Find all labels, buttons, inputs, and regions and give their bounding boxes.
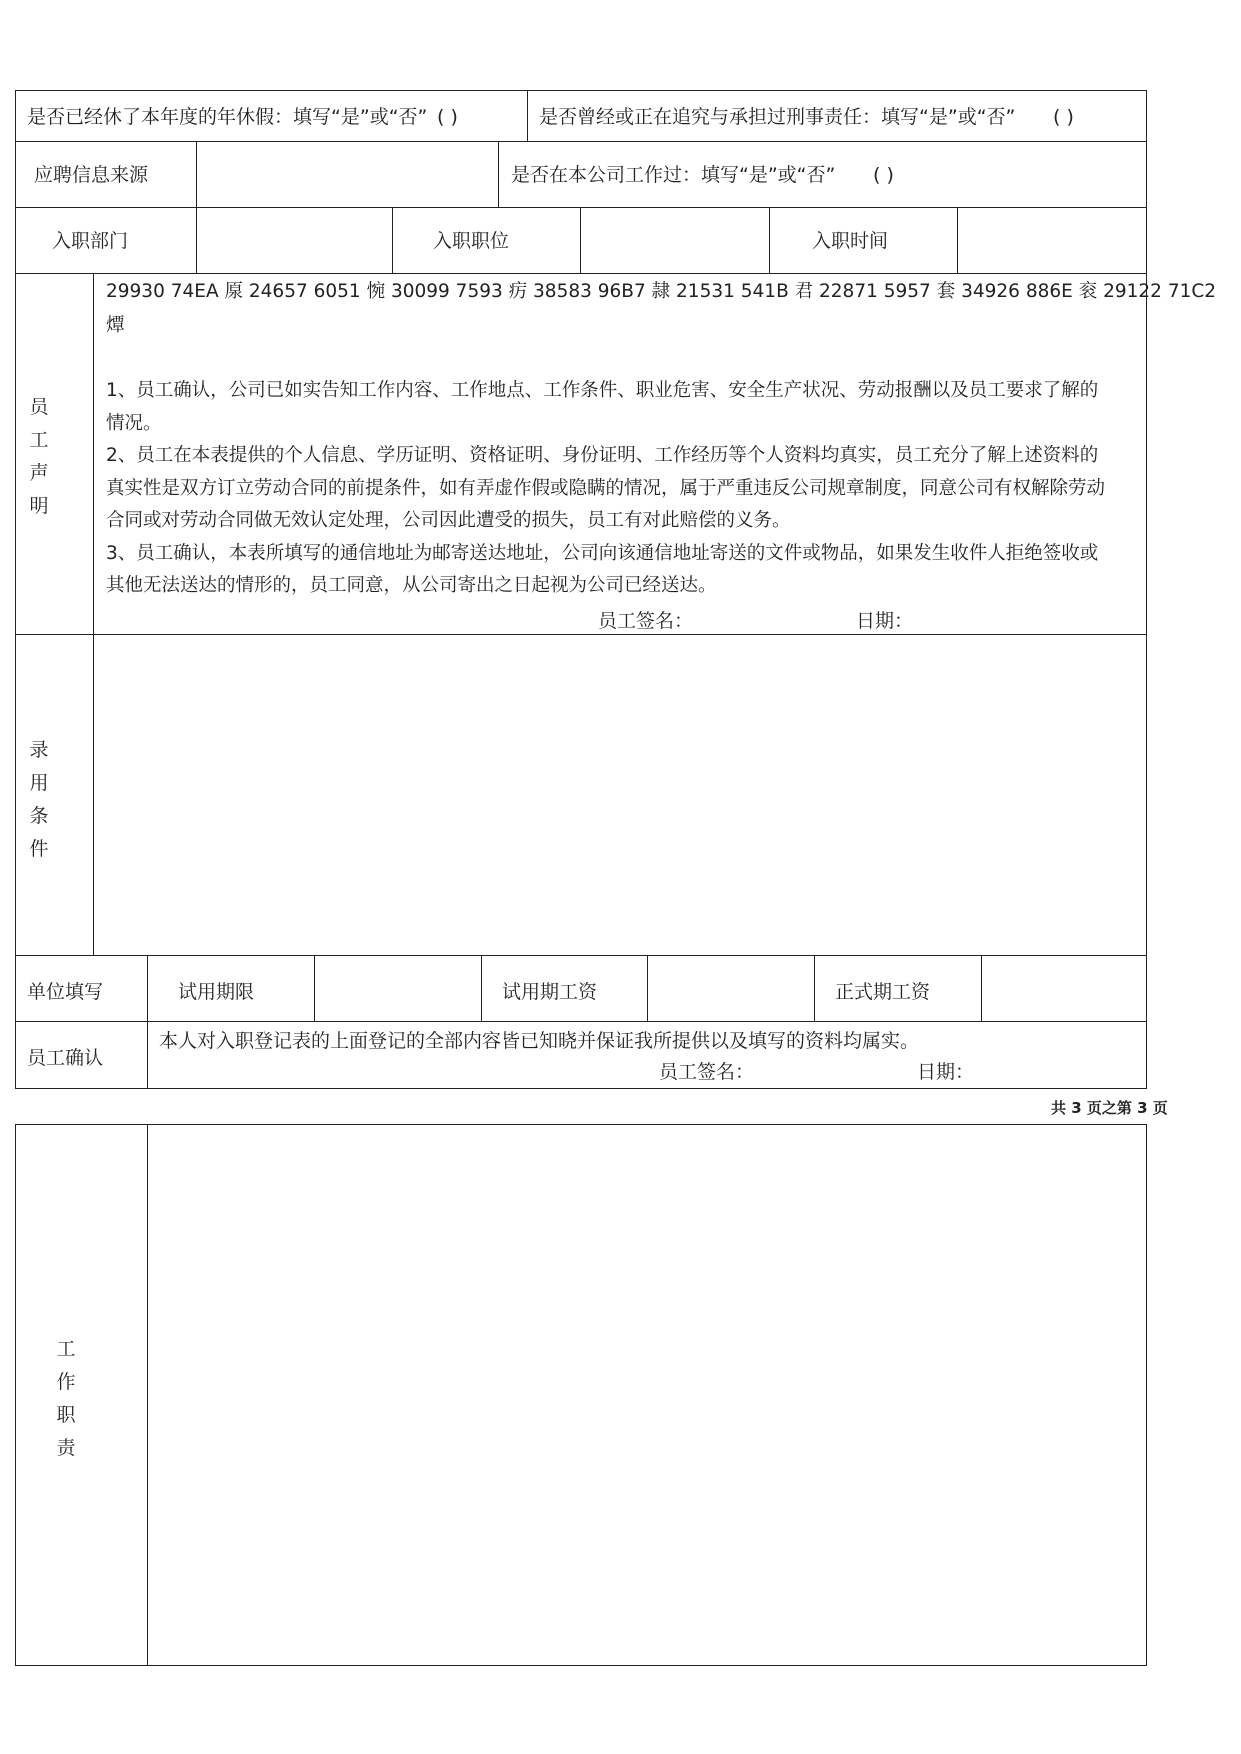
row-divider bbox=[15, 207, 1147, 208]
declaration-item-2: 2、员工在本表提供的个人信息、学历证明、资格证明、身份证明、工作经历等个人资料均真实，员工充分了解上述资料的真实性是双方订立劳动合同的前提条件，如有弄虚作假或隐瞒的情况，属于严重违反公司规章制度，同意公司有权解除劳动合同或对劳动合同做无效认定处理，公司因此遭受的损失，员工有对此赔偿的义务。 bbox=[106, 445, 1106, 531]
col-divider bbox=[981, 955, 982, 1021]
col-divider bbox=[580, 207, 581, 273]
worked-before-question: 是否在本公司工作过：填写“是”或“否” bbox=[511, 164, 836, 186]
hiring-conditions-label: 录用条件 bbox=[29, 739, 49, 860]
declaration-signature-label: 员工签名： bbox=[598, 610, 694, 632]
declaration-code-line-2: 燂 bbox=[106, 315, 125, 336]
entry-position-field[interactable] bbox=[582, 209, 767, 271]
application-source-field[interactable] bbox=[198, 143, 496, 205]
col-divider bbox=[147, 955, 148, 1089]
row-divider bbox=[15, 273, 1147, 274]
annual-leave-answer-field[interactable]: ( ) bbox=[437, 106, 458, 128]
probation-salary-label: 试用期工资 bbox=[502, 981, 598, 1003]
entry-time-label: 入职时间 bbox=[812, 230, 889, 252]
application-source-label: 应聘信息来源 bbox=[34, 164, 149, 186]
hiring-conditions-field[interactable] bbox=[95, 636, 1145, 953]
criminal-record-answer-field[interactable]: ( ) bbox=[1053, 106, 1074, 128]
employee-confirm-label: 员工确认 bbox=[27, 1047, 104, 1069]
declaration-date-label: 日期： bbox=[856, 610, 914, 632]
page-indicator: 共 3 页之第 3 页 bbox=[1051, 1099, 1168, 1117]
col-divider bbox=[314, 955, 315, 1021]
confirm-date-label: 日期： bbox=[917, 1061, 975, 1083]
col-divider bbox=[647, 955, 648, 1021]
col-divider bbox=[147, 1124, 148, 1666]
entry-department-field[interactable] bbox=[198, 209, 390, 271]
row-divider bbox=[15, 955, 1147, 956]
col-divider bbox=[196, 141, 197, 273]
declaration-item-1: 1、员工确认，公司已如实告知工作内容、工作地点、工作条件、职业危害、安全生产状况、劳动报酬以及员工要求了解的情况。 bbox=[106, 380, 1099, 434]
annual-leave-question: 是否已经休了本年度的年休假：填写“是”或“否” bbox=[27, 106, 428, 128]
row-divider bbox=[15, 141, 1147, 142]
confirm-signature-label: 员工签名： bbox=[659, 1061, 755, 1083]
col-divider bbox=[814, 955, 815, 1021]
declaration-code-line: 29930 74EA 厡 24657 6051 惋 30099 7593 疠 38583 96B7 隷 21531 541B 君 22871 5957 套 34926 886E 衮 29122 71C2 bbox=[106, 281, 1217, 302]
row-divider bbox=[15, 634, 1147, 635]
entry-time-field[interactable] bbox=[959, 209, 1145, 271]
probation-salary-field[interactable] bbox=[649, 957, 812, 1019]
employee-declaration-label: 员工声明 bbox=[29, 396, 49, 517]
col-divider bbox=[957, 207, 958, 273]
worked-before-answer-field[interactable]: ( ) bbox=[873, 164, 894, 186]
col-divider bbox=[498, 141, 499, 207]
criminal-record-question: 是否曾经或正在追究与承担过刑事责任：填写“是”或“否” bbox=[539, 106, 1016, 128]
employee-confirm-statement: 本人对入职登记表的上面登记的全部内容皆已知晓并保证我所提供以及填写的资料均属实。 bbox=[159, 1030, 920, 1052]
declaration-item-3: 3、员工确认，本表所填写的通信地址为邮寄送达地址，公司向该通信地址寄送的文件或物品，如果发生收件人拒绝签收或其他无法送达的情形的，员工同意，从公司寄出之日起视为公司已经送达。 bbox=[106, 542, 1099, 596]
job-duties-field[interactable] bbox=[149, 1126, 1145, 1664]
entry-department-label: 入职部门 bbox=[52, 230, 129, 252]
declaration-body bbox=[106, 375, 1106, 603]
job-duties-label: 工作职责 bbox=[56, 1338, 76, 1459]
col-divider bbox=[93, 273, 94, 955]
col-divider bbox=[481, 955, 482, 1021]
col-divider bbox=[527, 90, 528, 141]
row-divider bbox=[15, 1021, 1147, 1022]
formal-salary-label: 正式期工资 bbox=[835, 981, 931, 1003]
formal-salary-field[interactable] bbox=[983, 957, 1145, 1019]
probation-period-label: 试用期限 bbox=[178, 981, 255, 1003]
col-divider bbox=[769, 207, 770, 273]
company-fill-label: 单位填写 bbox=[27, 981, 104, 1003]
probation-period-field[interactable] bbox=[316, 957, 479, 1019]
entry-position-label: 入职职位 bbox=[433, 230, 510, 252]
col-divider bbox=[392, 207, 393, 273]
